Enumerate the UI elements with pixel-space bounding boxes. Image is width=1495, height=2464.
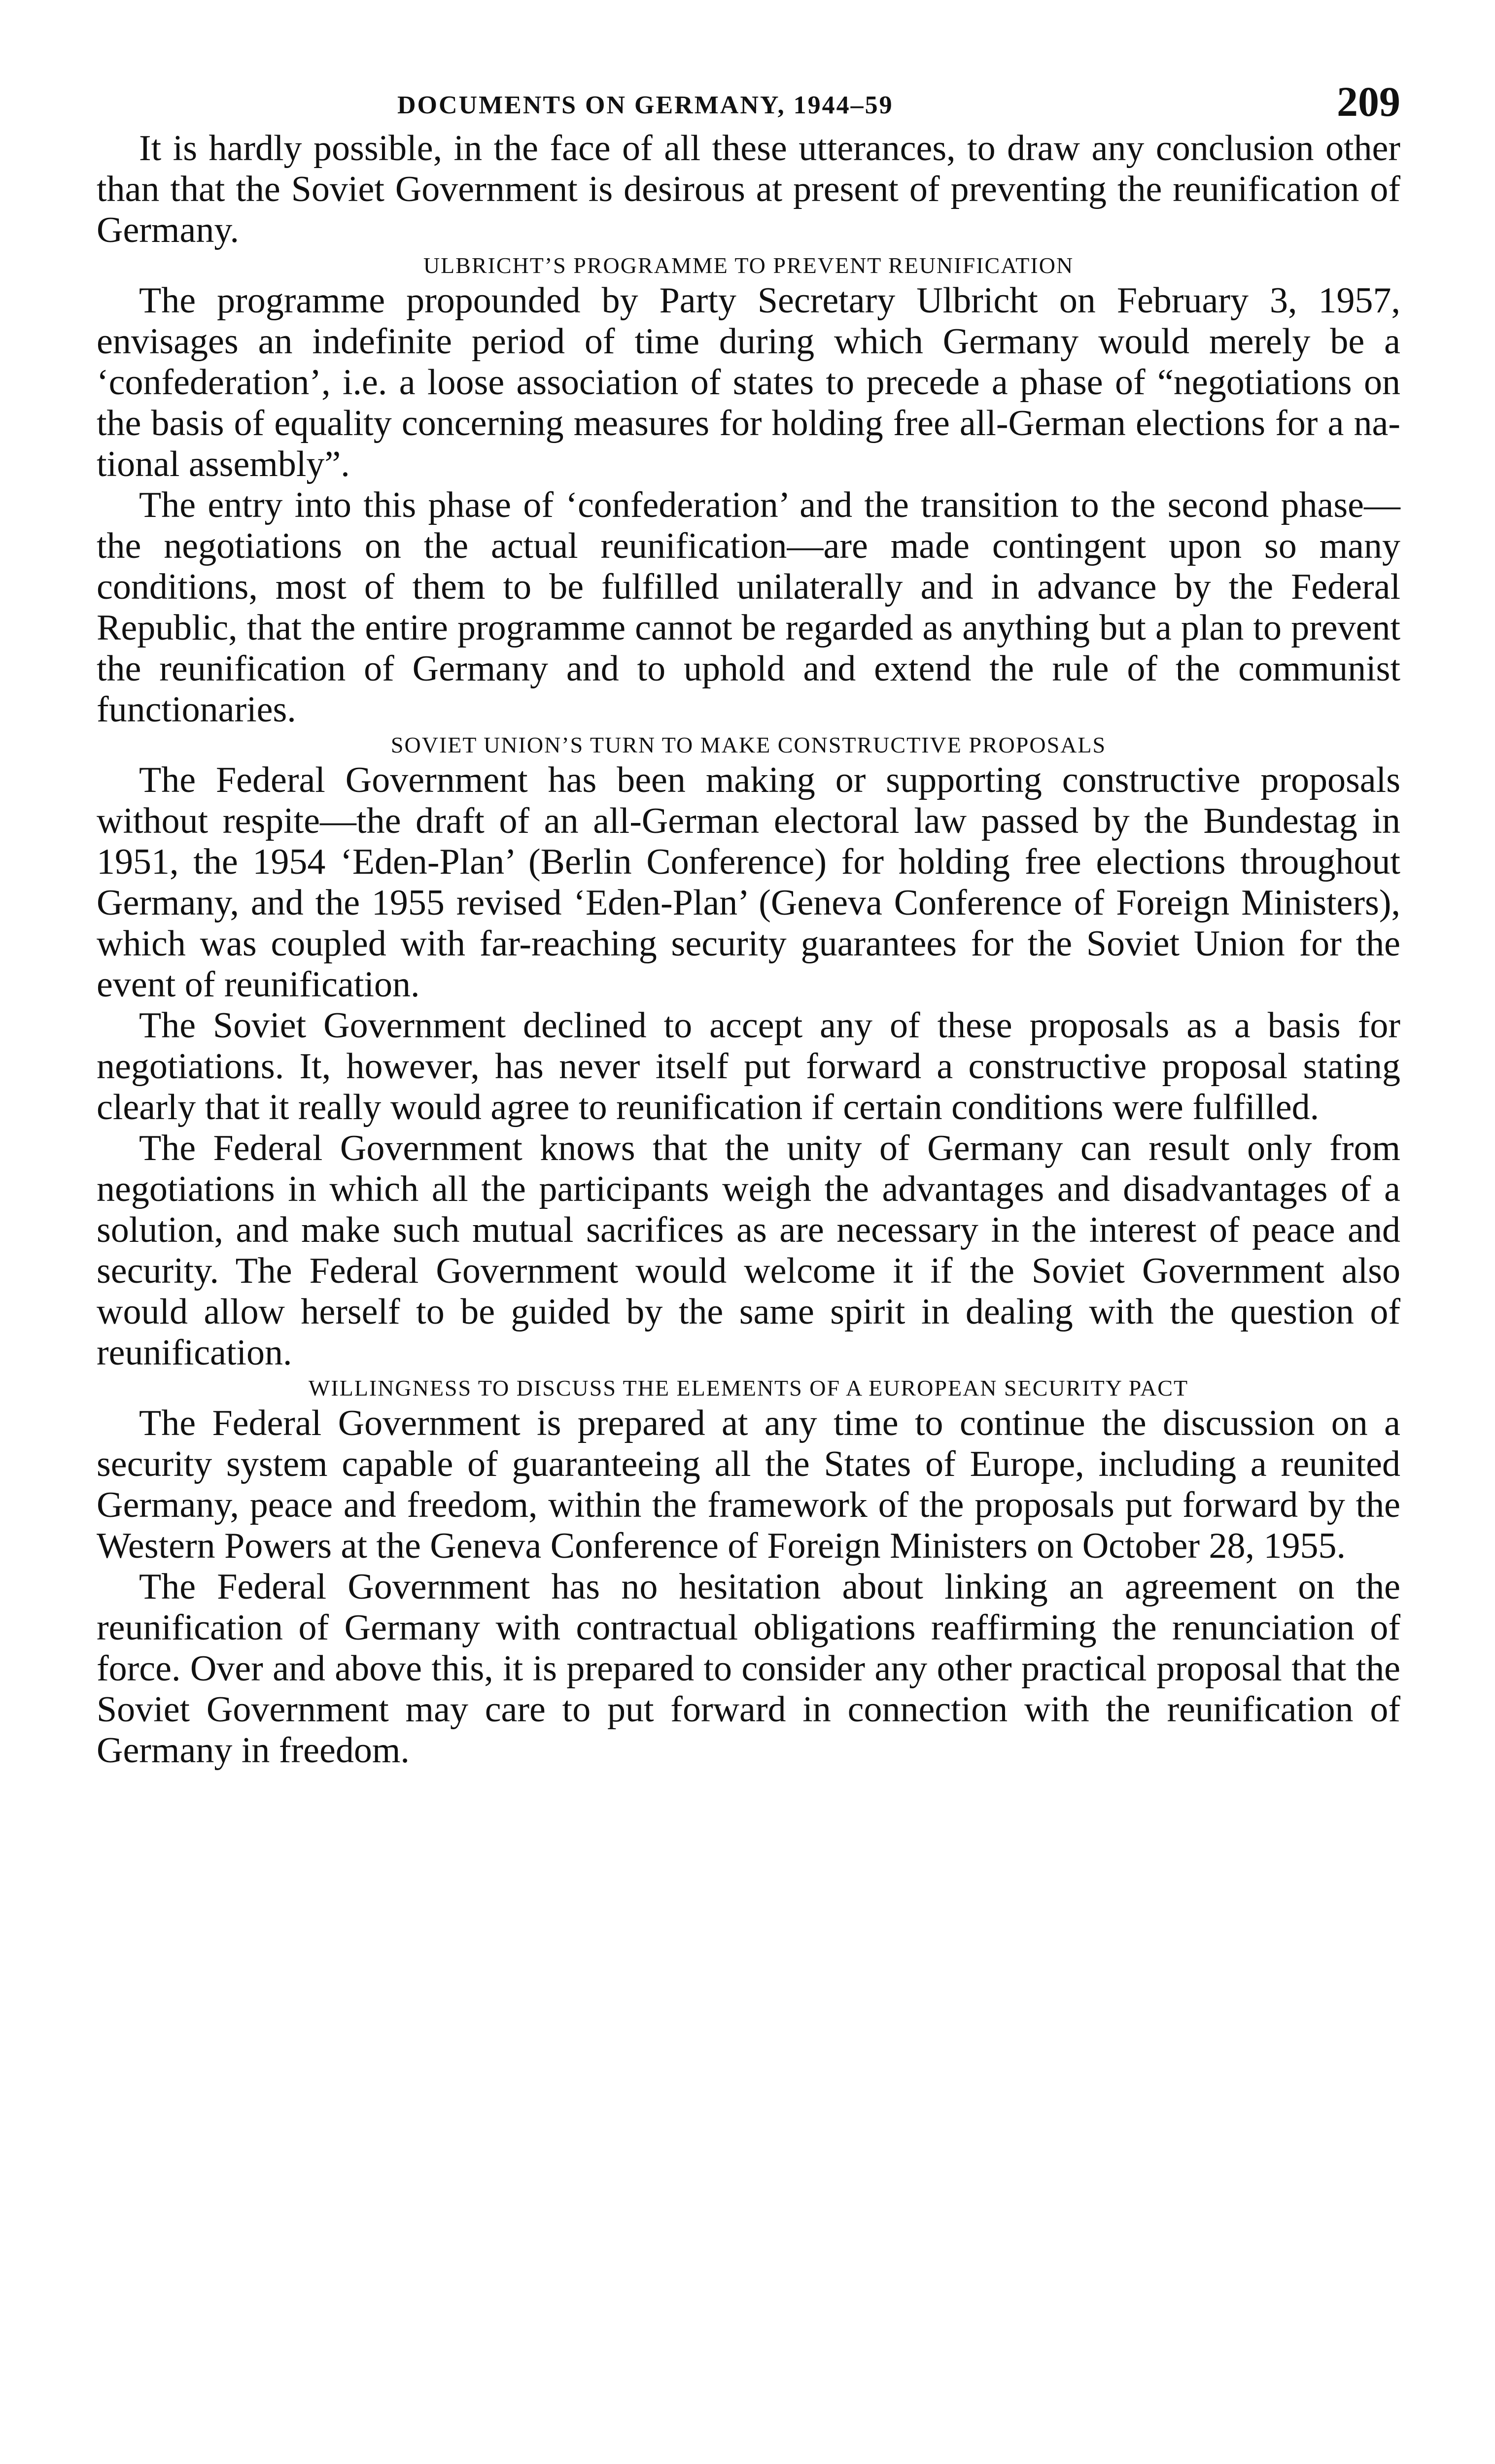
- page-header: [97, 74, 1400, 128]
- paragraph: The Federal Government has been making or supporting constructive proposals without respite—the draft of an all-German electoral law passed by the Bundestag in 1951, the 1954 ‘Eden-Plan’ (Berlin Conference) for holding free elections throughout Germany, and the 1955 revised ‘Eden-Plan’ (Geneva Conference of Foreign Ministers), which was coupled with far-reaching security guarantees for the Soviet Union for the event of reunification.: [97, 760, 1400, 1005]
- section-heading-ulbricht-programme: ULBRICHT’S PROGRAMME TO PREVENT REUNIFICATION: [423, 253, 1074, 278]
- section-heading-soviet-proposals: SOVIET UNION’S TURN TO MAKE CONSTRUCTIVE PROPOSALS: [390, 732, 1107, 757]
- paragraph: The Federal Government has no hesitation about linking an agreement on the reunification of Germany with contractual obligations reaffirming the renunciation of force. Over and above this, it is prepared to consider any other practical proposal that the Soviet Government may care to put forward in connection with the reunification of Germany in freedom.: [97, 1567, 1400, 1771]
- paragraph: The Soviet Government declined to accept any of these proposals as a basis for negotiations. It, however, has never itself put forward a constructive proposal stating clearly that it really would agree to reunification if certain conditions were fulfilled.: [97, 1005, 1400, 1128]
- running-title: DOCUMENTS ON GERMANY, 1944–59: [397, 91, 894, 119]
- section-heading-security-pact: WILLINGNESS TO DISCUSS THE ELEMENTS OF A EUROPEAN SECURITY PACT: [308, 1375, 1189, 1401]
- paragraph: The Federal Government knows that the unity of Germany can result only from negotiations in which all the participants weigh the advantages and disadvantages of a solution, and make such mutual sacrifices as are necessary in the interest of peace and security. The Federal Government would welcome it if the Soviet Government also would allow herself to be guided by the same spirit in dealing with the question of reunification.: [97, 1128, 1400, 1373]
- paragraph: The programme propounded by Party Secretary Ulbricht on February 3, 1957, envisages an indefinite period of time during which Germany would merely be a ‘confederation’, i.e. a loose association of states to precede a phase of “negotiations on the basis of equality concerning measures for holding free all-German elections for a national assembly”.: [97, 280, 1400, 484]
- paragraph: The entry into this phase of ‘confederation’ and the transition to the second phase—the negotiations on the actual reunification—are made contingent upon so many conditions, most of them to be fulfilled unilaterally and in advance by the Federal Republic, that the entire programme cannot be regarded as anything but a plan to prevent the reunification of Germany and to uphold and extend the rule of the communist functionaries.: [97, 485, 1400, 730]
- document-page: [97, 74, 1400, 2439]
- opening-paragraph: It is hardly possible, in the face of all these utterances, to draw any conclusion other than that the Soviet Government is desirous at present of preventing the reunification of Germany.: [97, 128, 1400, 250]
- page-number: 209: [1337, 78, 1400, 125]
- paragraph: The Federal Government is prepared at any time to continue the discussion on a security system capable of guaranteeing all the States of Europe, including a reunited Germany, peace and freedom, within the framework of the proposals put forward by the Western Powers at the Geneva Conference of Foreign Ministers on October 28, 1955.: [97, 1403, 1400, 1566]
